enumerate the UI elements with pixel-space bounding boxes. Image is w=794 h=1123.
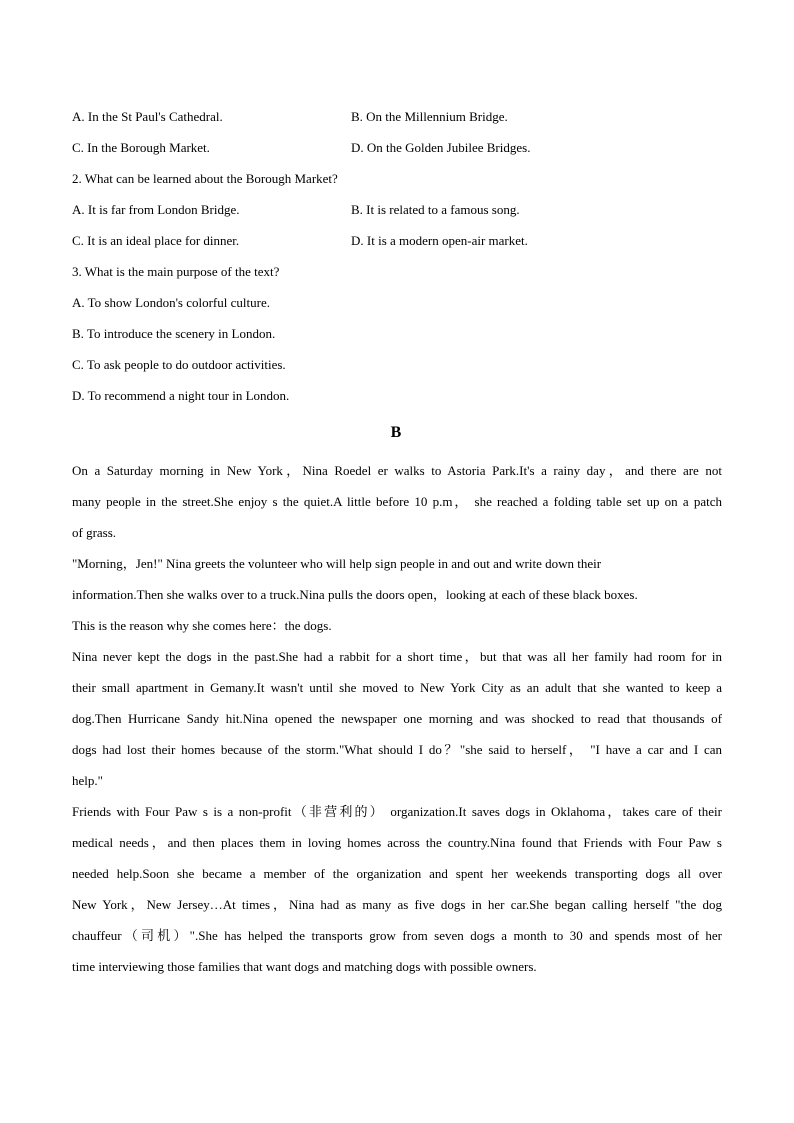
paragraph-line: Nina never kept the dogs in the past.She had a rabbit for a short time，but that was all her family had room for in [72,649,722,664]
paragraph-line: dog.Then Hurricane Sandy hit.Nina opened the newspaper one morning and was shocked to read that thousands of [72,711,722,726]
q3-question: 3. What is the main purpose of the text? [72,264,280,279]
q2-options-row-1 [72,194,722,225]
q2-option-d: D. It is a modern open-air market. [351,233,528,248]
paragraph-line: many people in the street.She enjoy s the quiet.A little before 10 p.m， she reached a folding table set up on a patch [72,494,722,509]
q2-option-b: B. It is related to a famous song. [351,202,520,217]
q3-option-a: A. To show London's colorful culture. [72,295,270,310]
paragraph-line: Friends with Four Paw s is a non-profit（非营利的） organization.It saves dogs in Oklahoma，takes care of their [72,804,722,819]
paragraph-line: of grass. [72,525,117,540]
q3-option-d: D. To recommend a night tour in London. [72,388,290,403]
paragraph-line: On a Saturday morning in New York，Nina Roedel er walks to Astoria Park.It's a rainy day，and there are not [72,463,722,478]
q1-option-d: D. On the Golden Jubilee Bridges. [351,140,531,155]
document-content [72,101,722,982]
paragraph-line: information.Then she walks over to a truck.Nina pulls the doors open，looking at each of these black boxes. [72,587,638,602]
paragraph-line: dogs had lost their homes because of the storm."What should I do？"she said to herself， "I have a car and I can [72,742,722,757]
q1-options-row-2 [72,132,722,163]
q1-options-row-1 [72,101,722,132]
paragraph-line: time interviewing those families that want dogs and matching dogs with possible owners. [72,959,537,974]
paragraph-4 [72,641,722,796]
q3-option-b: B. To introduce the scenery in London. [72,326,276,341]
paragraph-3: This is the reason why she comes here：the dogs. [72,618,332,633]
q1-option-a: A. In the St Paul's Cathedral. [72,109,223,124]
paragraph-line: medical needs，and then places them in loving homes across the country.Nina found that Friends with Four Paw s [72,835,722,850]
paragraph-line: their small apartment in Gemany.It wasn't until she moved to New York City as an adult that she wanted to keep a [72,680,722,695]
q1-option-c: C. In the Borough Market. [72,140,210,155]
section-b-title: B [390,424,402,441]
paragraph-line: New York，New Jersey…At times，Nina had as many as five dogs in her car.She began calling herself "the dog [72,897,722,912]
paragraph-line: chauffeur（司机）".She has helped the transports grow from seven dogs a month to 30 and spends most of her [72,928,722,943]
paragraph-line: needed help.Soon she became a member of the organization and spent her weekends transporting dogs all over [72,866,722,881]
paragraph-1 [72,455,722,548]
paragraph-2 [72,548,722,610]
q3-option-c: C. To ask people to do outdoor activities. [72,357,286,372]
q1-option-b: B. On the Millennium Bridge. [351,109,508,124]
paragraph-5 [72,796,722,982]
q2-options-row-2 [72,225,722,256]
q2-option-a: A. It is far from London Bridge. [72,202,240,217]
q2-question: 2. What can be learned about the Borough Market? [72,171,338,186]
paragraph-line: "Morning，Jen!" Nina greets the volunteer who will help sign people in and out and write down their [72,556,602,571]
q2-option-c: C. It is an ideal place for dinner. [72,233,240,248]
paragraph-line: help." [72,773,103,788]
